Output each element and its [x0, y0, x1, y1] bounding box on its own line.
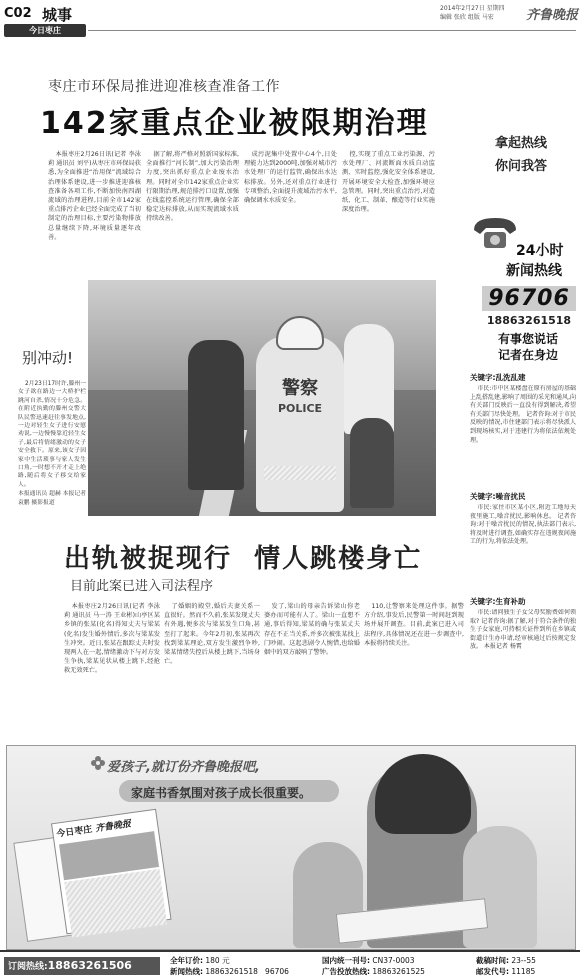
hotline-short-number: 96706	[482, 286, 576, 311]
vest-label: 警察	[282, 378, 318, 399]
top-story-col4-text: 控,实现了重点工业污染源、污水处理厂、河流断面水质自动监测、实时监控,强化安全体系建设,开展环境安全大检查,加强环境应急管理。同时,突出重点治污,对造纸、化工、制革、酿造等行业实施深度治理。	[342, 151, 435, 214]
code-label: 邮发代号:	[476, 967, 509, 976]
keyword-1-text: 市民:市中区某楼盘在原有房屋的基础上乱搭乱建,影响了周围的采光和通风,向有关部门反映后一直没有得到解决,希望有关部门尽快处理。 记者咨询:对于市民反映的情况,市住建部门表示将尽快派人到现场核实,对于违建行为将依法依规处理。	[470, 385, 576, 444]
footer-price-row	[170, 955, 289, 977]
subsection-banner	[4, 24, 86, 37]
top-story-col2-text: 据了解,将严格对照新国家标准,全面推行“河长制”,加大污染治理力度,突出抓好重点企业废水治理。同时对全市142家重点企业实行限期治理,规范排污口设置,加强在线监控系统运行管理,确保全部稳定达标排放,从而实现流域水质持续改善。	[146, 151, 239, 223]
hotline-slogan-2: 记者在身边	[497, 348, 558, 362]
hotline-name: 新闻热线	[506, 263, 562, 279]
hotline-phone: 18863261518	[486, 314, 572, 327]
keyword-2-label: 关键字:噪音扰民	[470, 492, 526, 501]
ad-line-1: 爱孩子,就订份齐鲁晚报吧,	[107, 760, 260, 775]
second-story-col4	[364, 602, 464, 730]
top-story-kicker: 枣庄市环保局推进迎准核查准备工作	[48, 79, 280, 95]
top-story-col2	[146, 150, 239, 276]
photo-story-credit: 本报通讯员 超赫 本报记者 袁鹏 摄影报道	[18, 491, 86, 506]
footer-issn-row	[322, 955, 425, 977]
ad-photo-mother-hair	[375, 754, 471, 834]
news-short: 96706	[265, 967, 289, 976]
keyword-3-text-block	[470, 609, 576, 708]
issn-label: 国内统一刊号:	[322, 956, 370, 965]
ad-photo-girl	[463, 826, 537, 948]
issue-date: 2014年2月27日	[440, 5, 485, 12]
keyword-1-text-block	[470, 385, 576, 489]
page-header	[0, 0, 580, 40]
keyword-2-text-block	[470, 504, 576, 594]
flower-icon	[91, 756, 105, 770]
footer-subscription	[4, 957, 160, 975]
adv-label: 广告投放热线:	[322, 967, 370, 976]
page-code: C02	[4, 6, 32, 21]
top-story-col3-text: 成污泥集中处置中心4个,日处理能力达到2000吨,加强对城市污水处理厂的运行监管,确保出水达标排放。另外,还对重点行业进行专项整治,全面提升流域治污水平,确保调水水质安全。	[244, 151, 337, 205]
hotline-hours: 24小时	[516, 243, 564, 259]
hotline-title-2: 你问我答	[494, 159, 547, 174]
vest-label-en: POLICE	[277, 402, 323, 415]
second-story-subhead: 目前此案已进入司法程序	[70, 579, 214, 594]
newspaper-tag-2: 齐鲁晚报	[94, 819, 132, 835]
photo-officer-vest	[256, 336, 344, 512]
hotline-slogan-1: 有事您说话	[497, 332, 558, 346]
section-title: 城事	[42, 6, 73, 24]
photo-person-left	[188, 340, 244, 490]
issue-weekday: 星期四	[486, 5, 505, 12]
subsection-label: 今日枣庄	[29, 26, 61, 35]
photo-story-caption: 2月23日17时许,滕州一女子欲在路边一大桥护栏跳河自杀,情况十分危急。在附近执勤的滕州交警大队民警迅速赶往事发地点,一边对轻生女子进行安慰劝说,一边慢慢靠近轻生女子,最后将情绪激动的女子安全救下。原来,该女子因家中生活琐事与家人发生口角,一时想不开才走上绝路,随后将女子移交给家人。	[18, 381, 86, 488]
phone-icon	[470, 212, 520, 252]
keyword-3-text: 市民:请问独生子女父母奖励费如何领取? 记者咨询:据了解,对于符合条件的独生子女家庭,可持相关证件到所在乡镇或街道计生办申请,经审核通过后按规定发放。 本报记者 杨霄	[470, 609, 576, 651]
top-story-col4	[342, 150, 435, 276]
adv-phone: 18863261525	[372, 967, 425, 976]
top-story-col1-text: 本报枣庄2月26日讯(记者 李泳莉 通讯员 刘平)从枣庄市环保局获悉,为全面推进“治用保”流域综合治理体系建设,进一步推进迎准核查准备各项工作,不断加快南四湖流域的治理进程,目前全市142家重点排污企业已经全面完成了当初制定的治理目标,主要污染物排放总量继续下降,环境质量逐年改善。	[48, 151, 141, 241]
footer-time-row	[476, 955, 536, 977]
news-photo	[88, 280, 436, 516]
second-story-col2	[164, 602, 260, 730]
keyword-2-text: 市民:家住市区某小区,附近工地每天夜里施工,噪音扰民,影响休息。 记者咨询:对于噪音扰民的情况,执法部门表示,将及时进行调查,如确实存在违规夜间施工的行为,将依法处理。	[470, 504, 576, 546]
second-story-col4-text: 110,让警察来处理这件事。据警方介绍,事发后,民警第一时间赶到现场并展开调查。目前,此案已进入司法程序,具体情况还在进一步调查中,本报将持续关注。	[364, 603, 464, 647]
newspaper-front	[51, 809, 172, 935]
second-story-col1-text: 本报枣庄2月26日讯(记者 李泳莉 通讯员 马一涛 王业彬)山亭区某乡镇的张某(化名)得知丈夫与梁某(化名)发生婚外情后,多次与梁某发生冲突。近日,张某在跟踪丈夫时发现两人在一起,情绪激动下与对方发生争执,梁某见状从楼上跳下,经抢救无效死亡。	[64, 603, 160, 675]
time-label: 截稿时间:	[476, 956, 509, 965]
keywords-column	[470, 372, 576, 708]
ad-line-2: 家庭书香氛围对孩子成长很重要。	[131, 786, 312, 800]
hotline-box	[466, 128, 576, 366]
second-story-col2-text: 了婚姻的殿堂,婚后夫妻关系一直很好。然而不久前,张某发现丈夫有外遇,便多次与梁某发生口角,甚至打了起来。今年2月初,张某再次找到梁某理论,双方发生激烈争吵,梁某情绪失控后从楼上跳下,当场身亡。	[164, 603, 260, 666]
issn-value: CN37-0003	[372, 956, 415, 965]
second-story-col3-text: 发了,梁山的母亲告诉梁山你老婆办而可能有人了。梁山一直想不通,事后得知,梁某的确与张某丈夫存在不正当关系,并多次被张某找上门吵闹。这起悲剧令人惋惜,也给婚姻中的双方敲响了警钟。	[264, 603, 360, 657]
time-value: 23--55	[511, 956, 536, 965]
code-value: 11185	[511, 967, 536, 976]
sub-label: 订阅热线:	[8, 962, 48, 972]
footer	[0, 950, 580, 980]
second-story-headline: 出轨被捉现行 情人跳楼身亡	[64, 544, 423, 574]
keyword-1-label: 关键字:乱洗乱建	[470, 373, 526, 382]
top-story-col3	[244, 150, 337, 276]
photo-story-title: 别冲动!	[22, 349, 74, 367]
news-label: 新闻热线:	[170, 967, 203, 976]
photo-child	[350, 418, 394, 508]
price-value: 180 元	[205, 956, 230, 965]
masthead-logo: 齐鲁晚报	[526, 8, 579, 23]
photo-story-caption-block	[18, 380, 86, 514]
newspaper-text-lines	[64, 869, 167, 938]
header-rule	[88, 30, 576, 31]
news-phone: 18863261518	[205, 967, 258, 976]
newspaper-tag-1: 今日枣庄	[55, 824, 93, 840]
editor-credits: 编辑 张欣 组版 马宏	[440, 14, 494, 21]
newspaper-stack	[11, 808, 176, 948]
subscription-ad	[6, 745, 576, 950]
sub-phone: 18863261506	[47, 959, 132, 972]
second-story-col3	[264, 602, 360, 730]
top-story-headline: 142家重点企业被限期治理	[40, 106, 429, 141]
top-story-col1	[48, 150, 141, 276]
hotline-title-1: 拿起热线	[494, 136, 547, 151]
header-date-block	[440, 4, 520, 22]
price-label: 全年订价:	[170, 956, 203, 965]
vest-stripe	[264, 466, 336, 480]
keyword-3-label: 关键字:生育补助	[470, 597, 526, 606]
second-story-col1	[64, 602, 160, 730]
